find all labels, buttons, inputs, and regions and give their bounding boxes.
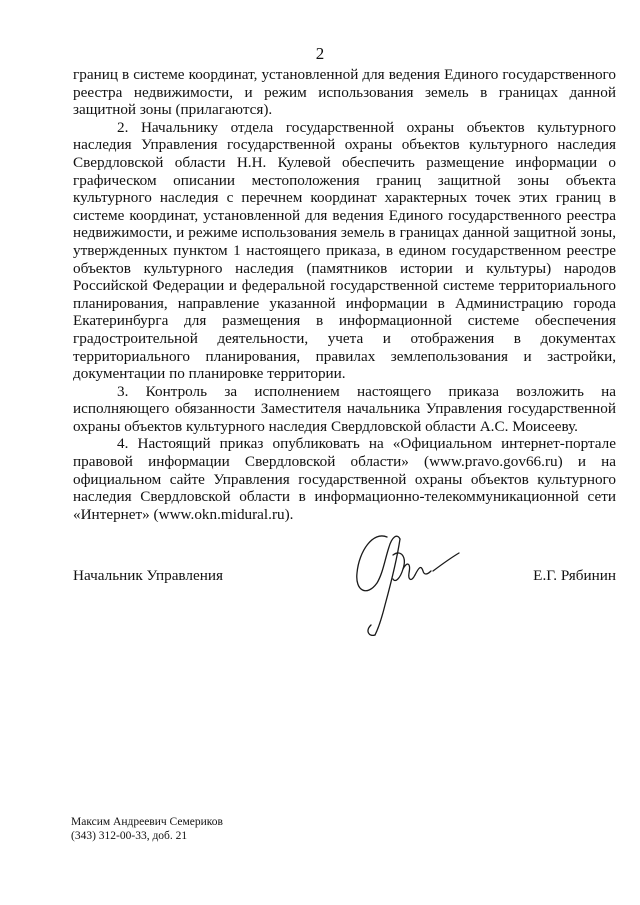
- signer-name: Е.Г. Рябинин: [533, 567, 616, 584]
- handwritten-signature: [345, 525, 465, 640]
- page-number: 2: [315, 44, 325, 63]
- paragraph-continuation: границ в системе координат, установленной для ведения Единого государственного реестра недвижимости, и режим использования земель в границах данной защитной зоны (прилагаются).: [73, 66, 616, 119]
- paragraph-item-2: 2. Начальнику отдела государственной охраны объектов культурного наследия Управления государственной охраны объектов культурного наследия Свердловской области Н.Н. Кулевой обеспечить размещение информации о графическом описании местоположения границ защитной зоны объекта культурного наследия с перечнем координат характерных точек этих границ в системе координат, установленной для ведения Единого государственного реестра недвижимости, и режиме использования земель в границах данной защитной зоны, утвержденных пунктом 1 настоящего приказа, в едином государственном реестре объектов культурного наследия (памятников истории и культуры) народов Российской Федерации и федеральной государственной системе территориального планирования, направление указанной информации в Администрацию города Екатеринбурга для размещения в информационной системе обеспечения градостроительной деятельности, учета и отображения в документах территориального планирования, правилах землепользования и застройки, документации по планировке территории.: [73, 118, 616, 383]
- document-body: [73, 66, 616, 523]
- paragraph-item-4: 4. Настоящий приказ опубликовать на «Официальном интернет-портале правовой информации Свердловской области» (www.pravo.gov66.ru) и на официальном сайте Управления государственной охраны объектов культурного наследия Свердловской области в информационно-телекоммуникационной сети «Интернет» (www.okn.midural.ru).: [73, 435, 616, 523]
- executor-info: [71, 815, 223, 843]
- executor-name: Максим Андреевич Семериков: [71, 816, 223, 828]
- executor-phone: (343) 312-00-33, доб. 21: [71, 830, 188, 842]
- signer-position: Начальник Управления: [73, 567, 223, 584]
- paragraph-item-3: 3. Контроль за исполнением настоящего приказа возложить на исполняющего обязанности Заместителя начальника Управления государственной охраны объектов культурного наследия Свердловской области А.С. Моисееву.: [73, 382, 616, 435]
